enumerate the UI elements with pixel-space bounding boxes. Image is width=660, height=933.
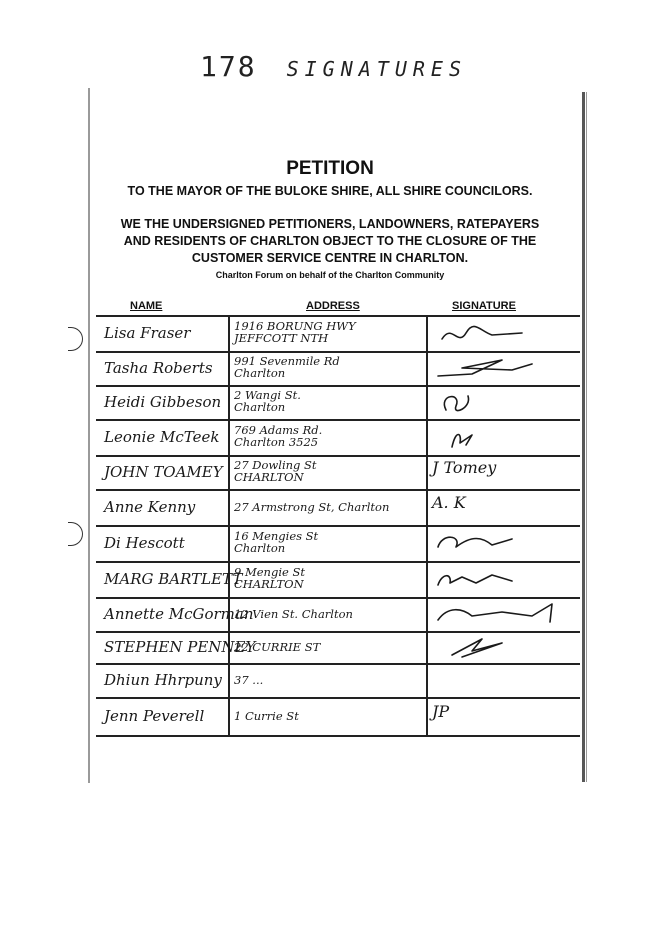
signer-signature: [432, 600, 572, 628]
signer-address: [234, 566, 420, 590]
signature-scribble: [432, 319, 572, 347]
address-line: 1916 BORUNG HWY: [234, 319, 356, 333]
address-line: 12 Vien St. Charlton: [234, 606, 353, 621]
signer-signature: [432, 633, 572, 661]
signer-signature: [432, 666, 572, 694]
table-row: [96, 385, 580, 419]
signer-name: JOHN TOAMEY: [104, 463, 223, 481]
table-row: [96, 351, 580, 385]
address-line: Charlton 3525: [234, 435, 319, 449]
signer-address: [234, 320, 420, 344]
address-line: 991 Sevenmile Rd: [234, 354, 340, 368]
column-header-address: ADDRESS: [306, 300, 360, 312]
signature-text: A. K: [432, 493, 466, 512]
address-line: 769 Adams Rd.: [234, 423, 323, 437]
punch-hole-top: [68, 327, 83, 351]
signer-name: Dhiun Hhrpuny: [104, 671, 222, 689]
signature-count: 178: [200, 50, 257, 83]
signer-name: STEPHEN PENNEY: [104, 638, 256, 656]
signer-address: [234, 641, 420, 653]
signer-signature: [432, 423, 572, 451]
signer-signature: [432, 388, 572, 416]
column-header-name: NAME: [130, 300, 163, 312]
signature-scribble: [432, 633, 572, 661]
petition-statement: [0, 216, 660, 267]
signature-scribble: [432, 529, 572, 557]
table-row: [96, 561, 580, 597]
signer-name: Di Hescott: [104, 534, 185, 552]
table-row: [96, 697, 580, 735]
address-line: 16 Mengies St: [234, 529, 319, 543]
table-row: [96, 419, 580, 455]
petition-organizer: Charlton Forum on behalf of the Charlton Community: [215, 270, 445, 280]
column-header-signature: SIGNATURE: [452, 300, 516, 312]
signer-address: [234, 608, 420, 620]
signature-scribble: [432, 388, 572, 416]
signature-scribble: [432, 565, 572, 593]
address-line: Charlton: [234, 400, 286, 414]
statement-line: WE THE UNDERSIGNED PETITIONERS, LANDOWNERS, RATEPAYERS: [120, 217, 540, 231]
table-row: [96, 525, 580, 561]
signer-name: Leonie McTeek: [104, 428, 220, 446]
address-line: 2 Wangi St.: [234, 388, 301, 402]
table-row: [96, 489, 580, 525]
signer-signature: [432, 529, 572, 557]
address-line: CHARLTON: [234, 577, 304, 591]
signer-name: Heidi Gibbeson: [104, 393, 222, 411]
signature-count-label: SIGNATURES: [286, 57, 467, 81]
signer-signature: [432, 565, 572, 593]
table-row: [96, 597, 580, 631]
table-rule: [96, 735, 580, 737]
signer-address: [234, 501, 420, 513]
signature-scribble: [432, 354, 572, 382]
signer-address: [234, 459, 420, 483]
signer-name: Lisa Fraser: [104, 324, 191, 342]
petition-title: PETITION: [286, 158, 374, 179]
signer-signature: [432, 319, 572, 347]
address-line: 1 Currie St: [234, 708, 299, 723]
signer-signature: [432, 354, 572, 382]
address-line: JEFFCOTT NTH: [234, 331, 329, 345]
signer-name: Tasha Roberts: [104, 359, 213, 377]
address-line: 37 ...: [234, 672, 264, 687]
statement-line: AND RESIDENTS OF CHARLTON OBJECT TO THE CLOSURE OF THE: [123, 234, 537, 248]
signer-address: [234, 674, 420, 686]
signer-signature: [432, 702, 572, 730]
address-line: 9 Mengie St: [234, 565, 305, 579]
signer-address: [234, 389, 420, 413]
table-row: [96, 455, 580, 489]
table-row: [96, 631, 580, 663]
table-row: [96, 315, 580, 351]
signer-name: Annette McGorman: [104, 605, 254, 623]
handwritten-signature-count: [200, 50, 467, 83]
signature-text: JP: [432, 702, 450, 721]
address-line: 22 CURRIE ST: [234, 639, 321, 654]
signer-address: [234, 355, 420, 379]
signer-signature: [432, 458, 572, 486]
signer-name: MARG BARTLETT: [104, 570, 243, 588]
address-line: 27 Dowling St: [234, 458, 317, 472]
signer-name: Jenn Peverell: [104, 707, 205, 725]
signature-scribble: [432, 423, 572, 451]
signer-address: [234, 530, 420, 554]
address-line: 27 Armstrong St, Charlton: [234, 499, 390, 514]
punch-hole-bottom: [68, 522, 83, 546]
address-line: Charlton: [234, 541, 286, 555]
address-line: CHARLTON: [234, 470, 304, 484]
signer-name: Anne Kenny: [104, 498, 196, 516]
signer-address: [234, 710, 420, 722]
table-row: [96, 663, 580, 697]
signature-text: J Tomey: [432, 458, 497, 477]
petition-addressee: TO THE MAYOR OF THE BULOKE SHIRE, ALL SHIRE COUNCILORS.: [127, 184, 533, 198]
statement-line: CUSTOMER SERVICE CENTRE IN CHARLTON.: [191, 251, 469, 265]
signer-signature: [432, 493, 572, 521]
address-line: Charlton: [234, 366, 286, 380]
signer-address: [234, 424, 420, 448]
signature-scribble: [432, 600, 572, 628]
